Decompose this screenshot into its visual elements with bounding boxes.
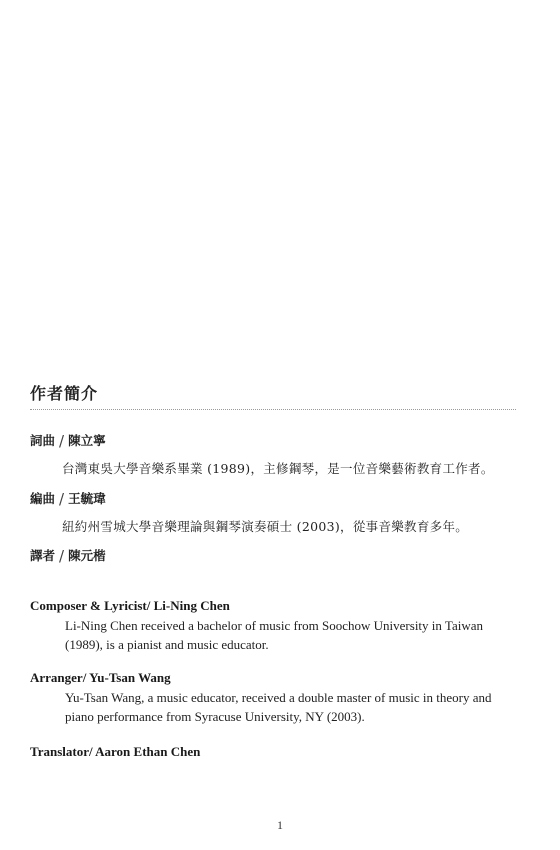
zh-arranger-separator: /: [59, 490, 65, 508]
zh-lyricist-role: 詞曲: [30, 433, 56, 448]
zh-arranger-bio: 紐約州雪城大學音樂理論與鋼琴演奏碩士 (2003)，從事音樂教育多年。: [62, 519, 469, 534]
en-arranger-bio: Yu-Tsan Wang, a music educator, received a double master of music in theory and piano performance from Syracuse University, NY (2003).: [65, 690, 492, 724]
zh-translator-entry: [30, 546, 106, 565]
zh-arranger-name: 王毓瑋: [68, 491, 106, 506]
zh-translator-heading: [30, 546, 106, 565]
zh-arranger-heading: [30, 489, 468, 508]
en-translator-entry: [30, 744, 520, 760]
zh-lyricist-heading: [30, 431, 494, 450]
en-translator-heading: Translator/ Aaron Ethan Chen: [30, 744, 201, 759]
zh-translator-separator: /: [59, 547, 65, 565]
zh-translator-role: 譯者: [30, 548, 56, 563]
en-composer-bio: Li-Ning Chen received a bachelor of music from Soochow University in Taiwan (1989), is a pianist and music educator.: [65, 618, 483, 652]
zh-lyricist-entry: [30, 431, 494, 477]
zh-translator-name: 陳元楷: [68, 548, 106, 563]
dotted-divider: [30, 409, 516, 410]
en-composer-entry: [30, 598, 520, 654]
page-number: 1: [277, 818, 283, 832]
en-arranger-heading: Arranger/ Yu-Tsan Wang: [30, 670, 171, 685]
section-title: 作者簡介: [30, 384, 99, 403]
zh-arranger-entry: [30, 489, 468, 535]
en-composer-heading: Composer & Lyricist/ Li-Ning Chen: [30, 598, 230, 613]
zh-lyricist-bio: 台灣東吳大學音樂系畢業 (1989)，主修鋼琴，是一位音樂藝術教育工作者。: [62, 461, 494, 476]
zh-arranger-role: 編曲: [30, 491, 56, 506]
zh-lyricist-separator: /: [59, 432, 65, 450]
zh-lyricist-name: 陳立寧: [68, 433, 106, 448]
en-arranger-entry: [30, 670, 520, 726]
